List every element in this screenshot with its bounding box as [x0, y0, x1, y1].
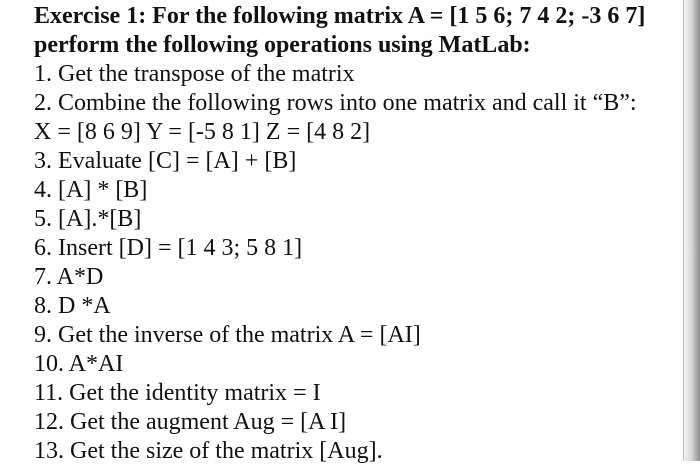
exercise-content	[34, 2, 674, 466]
exercise-item-2-rows: X = [8 6 9] Y = [-5 8 1] Z = [4 8 2]	[34, 119, 371, 145]
exercise-item-11: 11. Get the identity matrix = I	[34, 380, 321, 406]
exercise-item-1: 1. Get the transpose of the matrix	[34, 61, 355, 87]
exercise-item-8: 8. D *A	[34, 293, 111, 319]
exercise-item-7: 7. A*D	[34, 264, 104, 290]
exercise-item-10: 10. A*AI	[34, 351, 124, 377]
page-edge-shadow	[684, 0, 700, 461]
exercise-item-9: 9. Get the inverse of the matrix A = [AI]	[34, 322, 421, 348]
exercise-item-2: 2. Combine the following rows into one matrix and call it “B”:	[34, 90, 637, 116]
exercise-item-6: 6. Insert [D] = [1 4 3; 5 8 1]	[34, 235, 303, 261]
exercise-heading-line-1: Exercise 1: For the following matrix A = [1 5 6; 7 4 2; -3 6 7]	[34, 3, 646, 29]
exercise-item-13: 13. Get the size of the matrix [Aug].	[34, 438, 383, 464]
exercise-item-5: 5. [A].*[B]	[34, 206, 142, 232]
exercise-item-3: 3. Evaluate [C] = [A] + [B]	[34, 148, 297, 174]
exercise-item-12: 12. Get the augment Aug = [A I]	[34, 409, 347, 435]
exercise-item-4: 4. [A] * [B]	[34, 177, 148, 203]
exercise-heading-line-2: perform the following operations using MatLab:	[34, 32, 531, 58]
